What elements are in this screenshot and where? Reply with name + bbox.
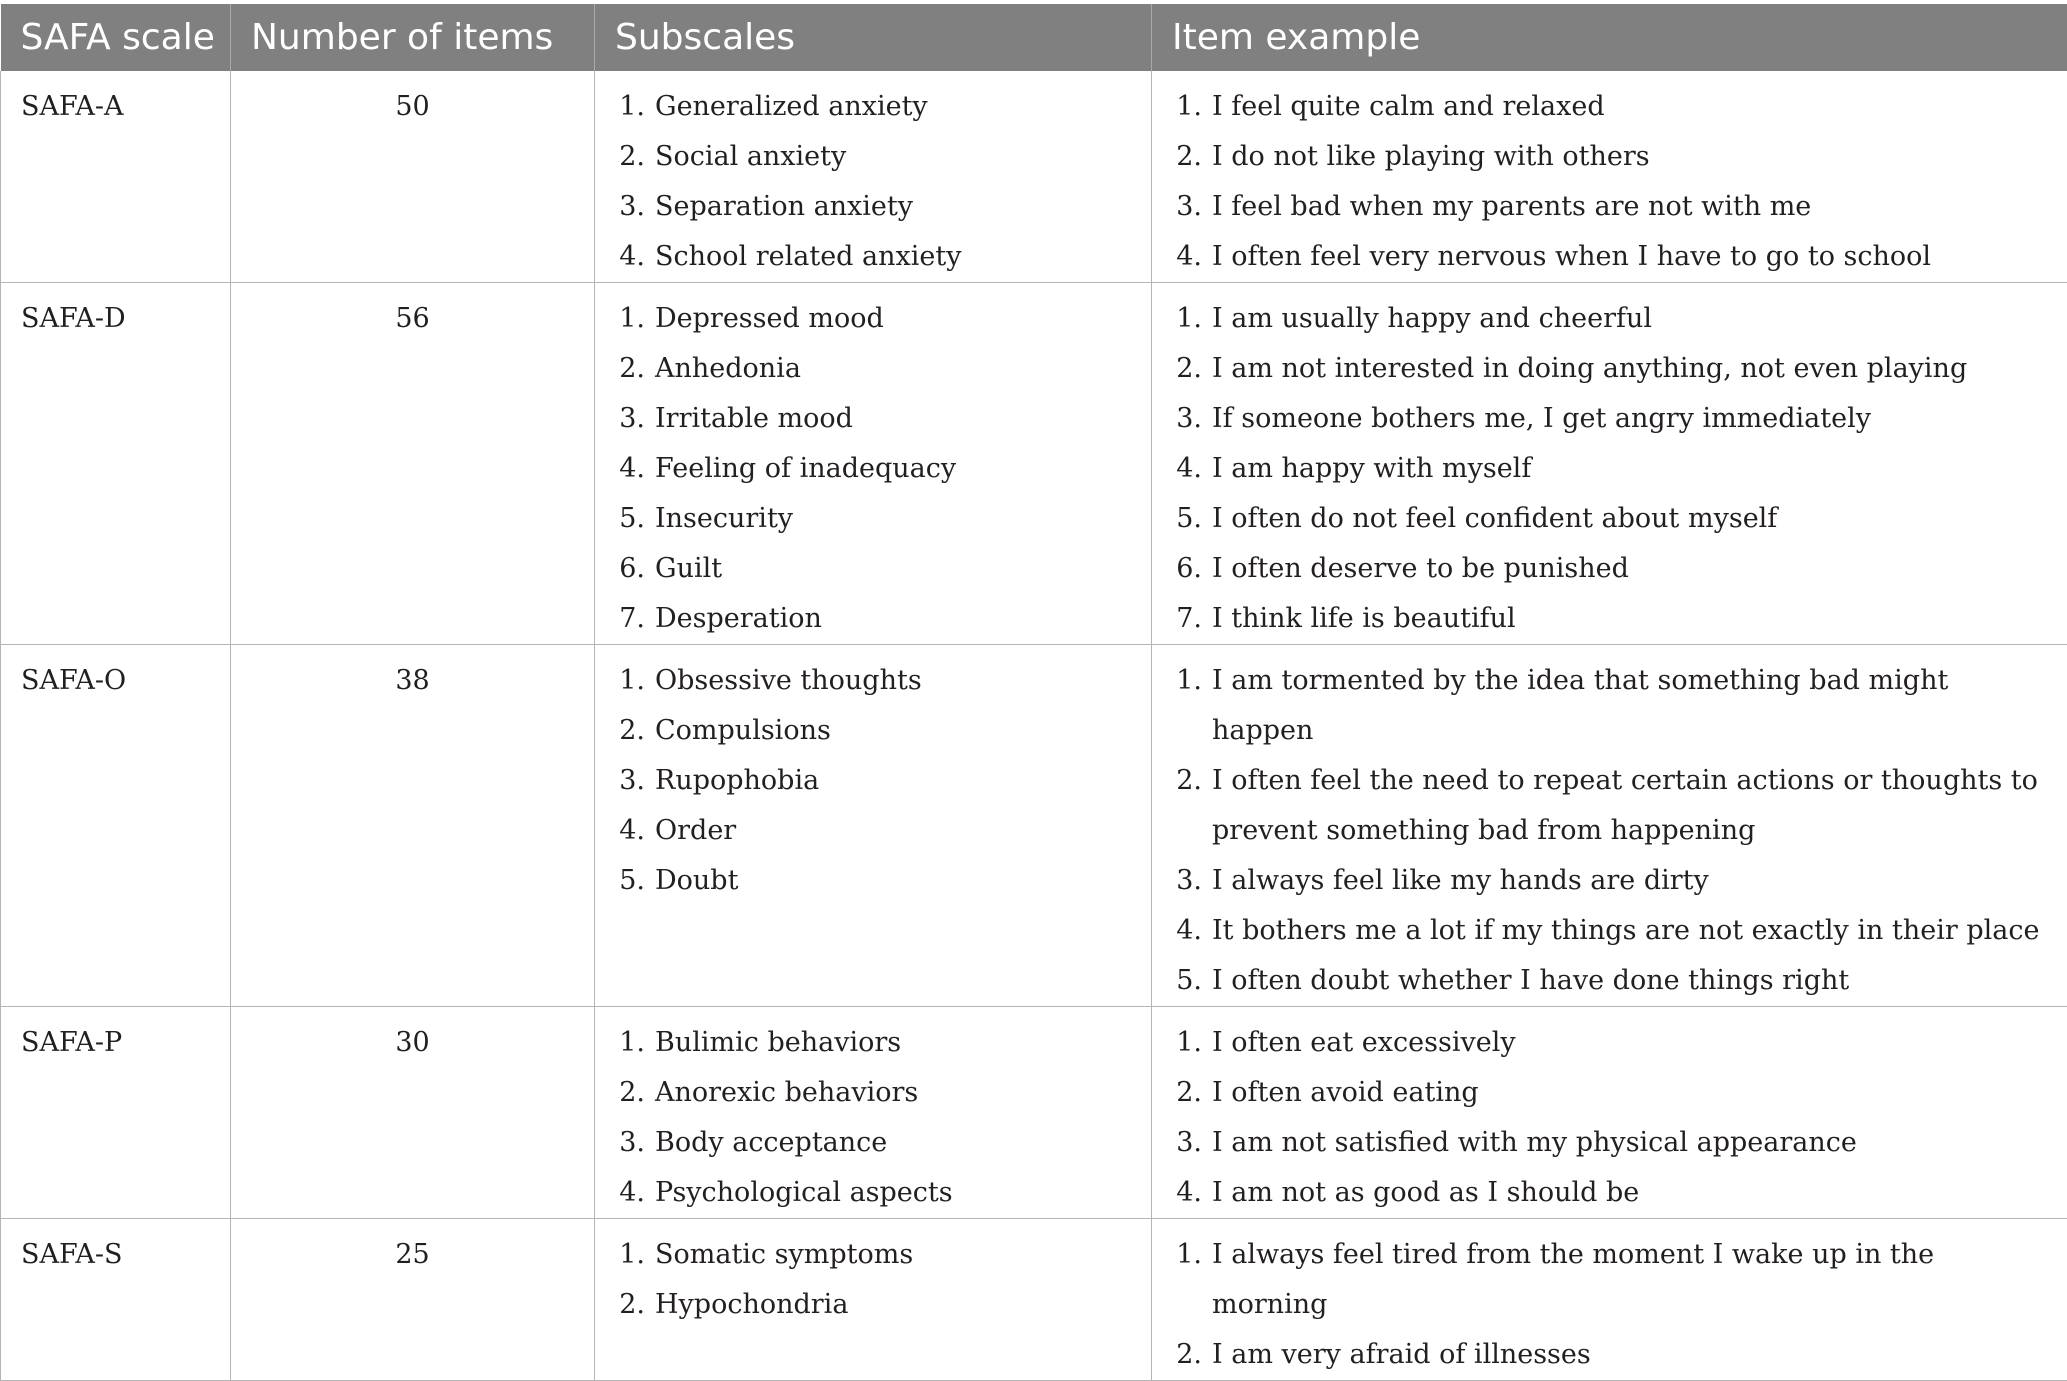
item-example	[1169, 1168, 2057, 1218]
item-example	[1169, 1018, 2057, 1068]
subscale-item	[612, 756, 1141, 806]
subscale-item-text: Psychological aspects	[655, 1168, 1141, 1218]
subscale-item	[612, 494, 1141, 544]
item-example-list	[1169, 1230, 2057, 1380]
table-header	[1, 4, 2067, 71]
item-example	[1169, 344, 2057, 394]
item-example	[1169, 132, 2057, 182]
subscale-item-text: Insecurity	[655, 494, 1141, 544]
item-example-cell	[1152, 71, 2067, 283]
list-number: 7.	[1169, 594, 1212, 644]
item-example-cell	[1152, 1007, 2067, 1219]
subscale-item-text: School related anxiety	[655, 232, 1141, 282]
list-number: 1.	[1169, 1018, 1212, 1068]
scale-cell: SAFA-P	[1, 1007, 231, 1219]
item-example-cell	[1152, 645, 2067, 1007]
list-number: 1.	[1169, 294, 1212, 344]
subscale-item	[612, 594, 1141, 644]
list-number: 3.	[612, 394, 655, 444]
subscales-cell	[595, 283, 1152, 645]
list-number: 2.	[612, 344, 655, 394]
list-number: 5.	[1169, 494, 1212, 544]
item-example-text: I am not interested in doing anything, not even playing	[1212, 344, 2057, 394]
item-example	[1169, 82, 2057, 132]
subscale-item-text: Body acceptance	[655, 1118, 1141, 1168]
list-number: 1.	[612, 1018, 655, 1068]
list-number: 4.	[612, 1168, 655, 1218]
list-number: 2.	[612, 1280, 655, 1330]
list-number: 5.	[612, 856, 655, 906]
subscale-item-text: Anhedonia	[655, 344, 1141, 394]
list-number: 2.	[1169, 1068, 1212, 1118]
list-number: 6.	[612, 544, 655, 594]
subscale-item-text: Bulimic behaviors	[655, 1018, 1141, 1068]
item-count-cell: 50	[231, 71, 595, 283]
subscale-item-text: Anorexic behaviors	[655, 1068, 1141, 1118]
subscale-item	[612, 1068, 1141, 1118]
subscale-item-text: Order	[655, 806, 1141, 856]
list-number: 6.	[1169, 544, 1212, 594]
subscale-item	[612, 294, 1141, 344]
item-example-list	[1169, 656, 2057, 1006]
subscale-item	[612, 856, 1141, 906]
subscale-list	[612, 294, 1141, 644]
item-example-text: I often avoid eating	[1212, 1068, 2057, 1118]
item-example-cell	[1152, 283, 2067, 645]
item-example	[1169, 544, 2057, 594]
item-example-list	[1169, 294, 2057, 644]
list-number: 1.	[1169, 82, 1212, 132]
table-row	[1, 283, 2067, 645]
list-number: 3.	[612, 182, 655, 232]
item-example	[1169, 182, 2057, 232]
header-item-example: Item example	[1152, 4, 2067, 71]
list-number: 4.	[612, 806, 655, 856]
item-example-text: I do not like playing with others	[1212, 132, 2057, 182]
list-number: 1.	[612, 656, 655, 706]
subscales-cell	[595, 1007, 1152, 1219]
subscale-item	[612, 1118, 1141, 1168]
subscale-item-text: Guilt	[655, 544, 1141, 594]
table-row	[1, 71, 2067, 283]
subscale-item	[612, 1230, 1141, 1280]
subscale-item-text: Desperation	[655, 594, 1141, 644]
item-example-text: I often eat excessively	[1212, 1018, 2057, 1068]
item-example-cell	[1152, 1219, 2067, 1381]
subscale-item-text: Separation anxiety	[655, 182, 1141, 232]
item-example	[1169, 1068, 2057, 1118]
item-example-text: I often feel the need to repeat certain actions or thoughts to prevent something bad from happening	[1212, 756, 2057, 856]
item-example	[1169, 444, 2057, 494]
list-number: 4.	[1169, 444, 1212, 494]
subscale-item	[612, 1280, 1141, 1330]
item-example-list	[1169, 1018, 2057, 1218]
subscale-item-text: Hypochondria	[655, 1280, 1141, 1330]
item-example-text: I feel quite calm and relaxed	[1212, 82, 2057, 132]
list-number: 2.	[612, 1068, 655, 1118]
safa-table	[0, 4, 2067, 1381]
subscale-item-text: Feeling of inadequacy	[655, 444, 1141, 494]
list-number: 3.	[1169, 394, 1212, 444]
subscale-item	[612, 656, 1141, 706]
item-example-text: I am very afraid of illnesses	[1212, 1330, 2057, 1380]
item-example-list	[1169, 82, 2057, 282]
list-number: 2.	[1169, 132, 1212, 182]
list-number: 4.	[1169, 232, 1212, 282]
list-number: 2.	[1169, 756, 1212, 806]
list-number: 3.	[1169, 182, 1212, 232]
item-count-cell: 30	[231, 1007, 595, 1219]
subscale-item	[612, 1168, 1141, 1218]
subscale-item-text: Generalized anxiety	[655, 82, 1141, 132]
list-number: 1.	[612, 82, 655, 132]
header-subscales: Subscales	[595, 4, 1152, 71]
list-number: 4.	[1169, 1168, 1212, 1218]
subscale-item	[612, 394, 1141, 444]
scale-cell: SAFA-S	[1, 1219, 231, 1381]
item-example	[1169, 294, 2057, 344]
item-example-text: I think life is beautiful	[1212, 594, 2057, 644]
subscale-item	[612, 1018, 1141, 1068]
subscales-cell	[595, 1219, 1152, 1381]
subscale-item	[612, 706, 1141, 756]
subscale-item	[612, 182, 1141, 232]
item-example	[1169, 906, 2057, 956]
item-count-cell: 38	[231, 645, 595, 1007]
list-number: 3.	[1169, 856, 1212, 906]
item-example	[1169, 956, 2057, 1006]
list-number: 3.	[612, 1118, 655, 1168]
subscales-cell	[595, 645, 1152, 1007]
subscale-item	[612, 82, 1141, 132]
item-example-text: If someone bothers me, I get angry immediately	[1212, 394, 2057, 444]
list-number: 1.	[612, 294, 655, 344]
item-example-text: I feel bad when my parents are not with me	[1212, 182, 2057, 232]
subscale-item	[612, 344, 1141, 394]
subscale-item	[612, 444, 1141, 494]
item-example	[1169, 1230, 2057, 1330]
item-example-text: I am tormented by the idea that something bad might happen	[1212, 656, 2057, 756]
list-number: 4.	[1169, 906, 1212, 956]
item-example-text: I am usually happy and cheerful	[1212, 294, 2057, 344]
item-example-text: I am not satisfied with my physical appearance	[1212, 1118, 2057, 1168]
item-example-text: I often deserve to be punished	[1212, 544, 2057, 594]
subscale-list	[612, 656, 1141, 906]
item-example-text: I always feel like my hands are dirty	[1212, 856, 2057, 906]
item-example-text: I often feel very nervous when I have to go to school	[1212, 232, 2057, 282]
item-example-text: I am not as good as I should be	[1212, 1168, 2057, 1218]
item-example-text: I often do not feel confident about myself	[1212, 494, 2057, 544]
list-number: 5.	[1169, 956, 1212, 1006]
list-number: 1.	[1169, 656, 1212, 706]
table-row	[1, 645, 2067, 1007]
scale-cell: SAFA-O	[1, 645, 231, 1007]
list-number: 1.	[612, 1230, 655, 1280]
subscale-item-text: Compulsions	[655, 706, 1141, 756]
subscale-list	[612, 1018, 1141, 1218]
scale-cell: SAFA-A	[1, 71, 231, 283]
item-example	[1169, 1118, 2057, 1168]
item-example-text: It bothers me a lot if my things are not exactly in their place	[1212, 906, 2057, 956]
subscale-item-text: Somatic symptoms	[655, 1230, 1141, 1280]
table-body	[1, 71, 2067, 1381]
table-row	[1, 1219, 2067, 1381]
table-row	[1, 1007, 2067, 1219]
subscale-item-text: Social anxiety	[655, 132, 1141, 182]
item-example-text: I always feel tired from the moment I wake up in the morning	[1212, 1230, 2057, 1330]
subscale-item	[612, 806, 1141, 856]
list-number: 3.	[1169, 1118, 1212, 1168]
subscale-item-text: Rupophobia	[655, 756, 1141, 806]
item-count-cell: 56	[231, 283, 595, 645]
list-number: 3.	[612, 756, 655, 806]
subscale-list	[612, 82, 1141, 282]
list-number: 7.	[612, 594, 655, 644]
list-number: 2.	[612, 132, 655, 182]
item-example	[1169, 232, 2057, 282]
item-example	[1169, 494, 2057, 544]
header-row	[1, 4, 2067, 71]
list-number: 2.	[612, 706, 655, 756]
list-number: 5.	[612, 494, 655, 544]
list-number: 2.	[1169, 344, 1212, 394]
item-example-text: I am happy with myself	[1212, 444, 2057, 494]
subscale-item-text: Obsessive thoughts	[655, 656, 1141, 706]
item-example	[1169, 856, 2057, 906]
list-number: 2.	[1169, 1330, 1212, 1380]
item-example	[1169, 756, 2057, 856]
item-example	[1169, 656, 2057, 756]
scale-cell: SAFA-D	[1, 283, 231, 645]
item-count-cell: 25	[231, 1219, 595, 1381]
subscale-item-text: Depressed mood	[655, 294, 1141, 344]
item-example	[1169, 594, 2057, 644]
subscale-item	[612, 544, 1141, 594]
header-safa-scale: SAFA scale	[1, 4, 231, 71]
subscale-item-text: Doubt	[655, 856, 1141, 906]
subscales-cell	[595, 71, 1152, 283]
subscale-list	[612, 1230, 1141, 1330]
item-example-text: I often doubt whether I have done things right	[1212, 956, 2057, 1006]
item-example	[1169, 394, 2057, 444]
subscale-item-text: Irritable mood	[655, 394, 1141, 444]
item-example	[1169, 1330, 2057, 1380]
header-number-of-items: Number of items	[231, 4, 595, 71]
subscale-item	[612, 132, 1141, 182]
list-number: 4.	[612, 444, 655, 494]
list-number: 1.	[1169, 1230, 1212, 1280]
subscale-item	[612, 232, 1141, 282]
list-number: 4.	[612, 232, 655, 282]
